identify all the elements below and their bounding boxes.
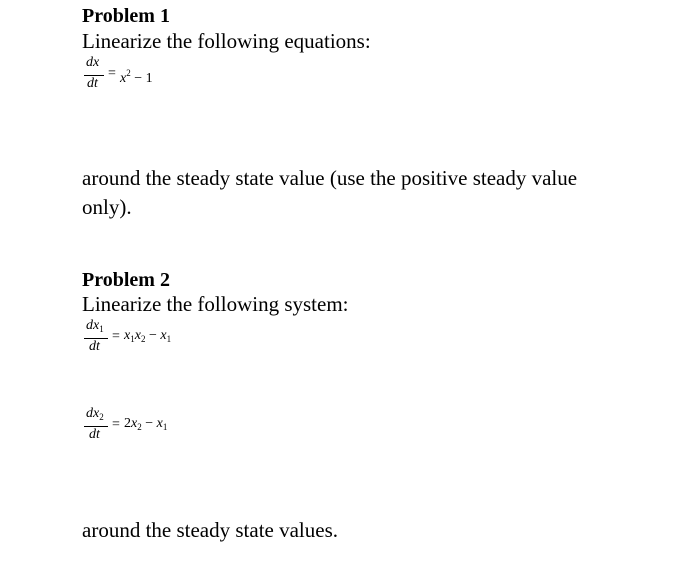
problem-1-heading: Problem 1 (82, 5, 170, 27)
eq1-rhs-x: x (120, 71, 127, 86)
eq2a-t3-var: x (160, 328, 167, 343)
eq1-rhs (120, 65, 153, 87)
problem-1-equation (84, 55, 204, 95)
eq2a-t2-var: x (134, 328, 141, 343)
problem-2-equation-1 (84, 318, 224, 358)
problem-2-conclusion: around the steady state values. (82, 518, 338, 542)
eq2a-numerator-var: dx (86, 318, 100, 333)
eq2a-denominator: dt (89, 339, 100, 354)
eq2b-numerator-var: dx (86, 406, 100, 421)
eq2b-coefficient: 2 (124, 416, 131, 431)
eq2a-rhs (124, 328, 171, 347)
eq2b-t1-var: x (131, 416, 138, 431)
eq2a-minus: − (148, 328, 157, 343)
problem-1-instruction: Linearize the following equations: (82, 29, 371, 53)
problem-2-instruction: Linearize the following system: (82, 292, 349, 316)
eq1-rhs-rest: − 1 (134, 71, 153, 86)
eq2b-numerator-sub: 2 (99, 412, 104, 422)
problem-2-heading: Problem 2 (82, 269, 170, 291)
eq2a-t1-var: x (124, 328, 131, 343)
eq2b-t2-sub: 1 (162, 422, 168, 432)
eq2b-equals: = (112, 417, 120, 432)
eq2a-t3-sub: 1 (166, 334, 172, 344)
eq2a-numerator (86, 318, 104, 337)
eq2b-rhs (124, 416, 167, 435)
eq2b-numerator (86, 406, 104, 425)
eq2a-t1-sub: 1 (130, 334, 135, 344)
eq2b-t2-var: x (156, 416, 163, 431)
eq2b-t1-sub: 2 (137, 422, 142, 432)
eq1-numerator: dx (86, 55, 100, 70)
eq2a-equals: = (112, 329, 120, 344)
eq2a-t2-sub: 2 (140, 334, 146, 344)
problem-2-equation-2 (84, 406, 224, 446)
eq2b-denominator: dt (89, 427, 100, 442)
problem-1-conclusion: around the steady state value (use the positive steady value only). (82, 166, 578, 219)
eq2b-minus: − (145, 416, 154, 431)
eq1-equals: = (108, 66, 116, 81)
eq2a-numerator-sub: 1 (99, 324, 104, 334)
eq1-denominator: dt (87, 76, 98, 91)
eq1-rhs-exponent: 2 (126, 68, 131, 78)
